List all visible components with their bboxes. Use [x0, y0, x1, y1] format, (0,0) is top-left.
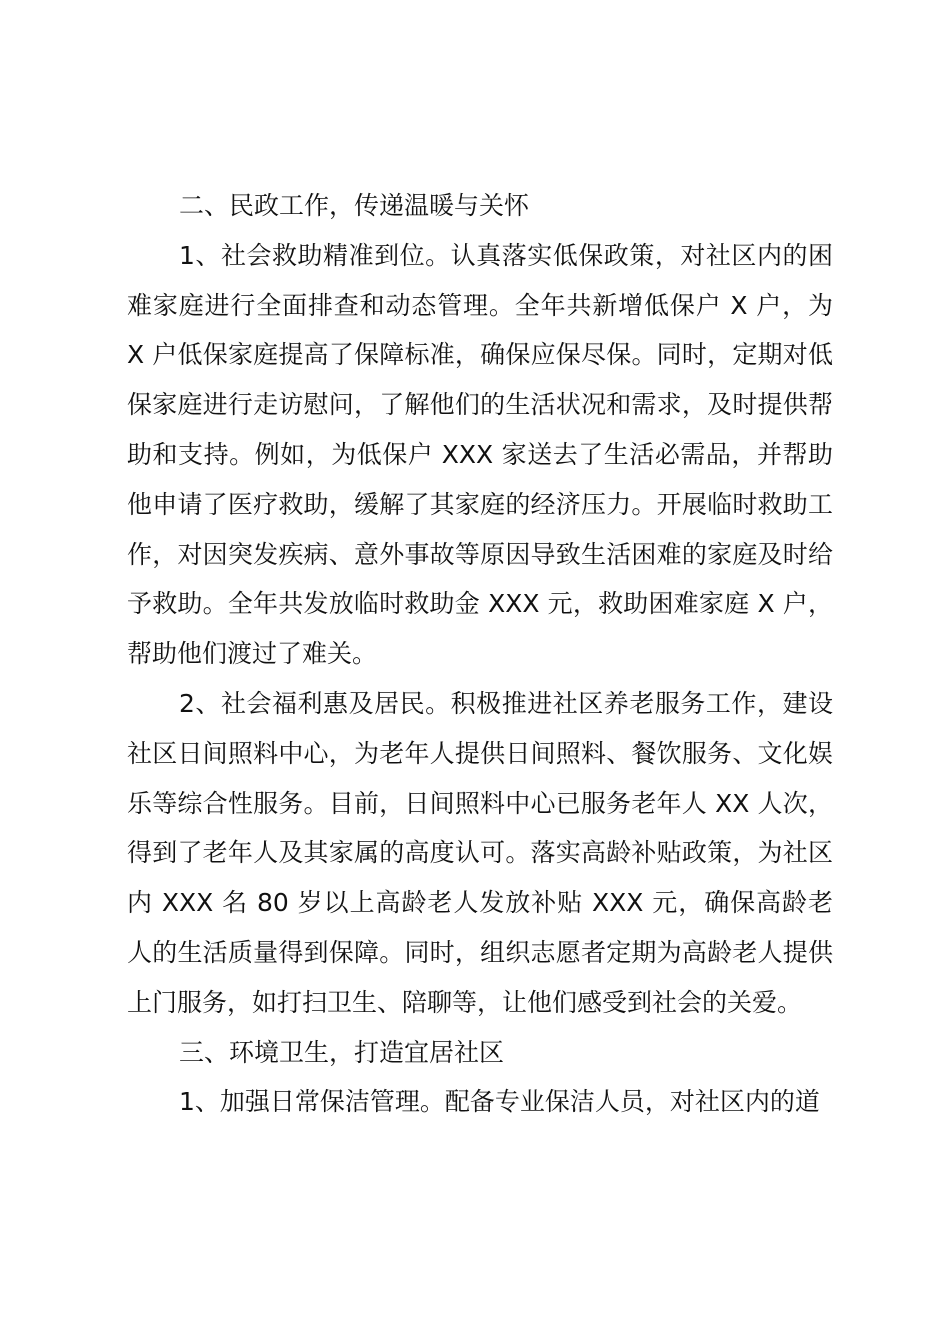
section-heading-environment: 三、环境卫生，打造宜居社区 [179, 1037, 505, 1067]
paragraph-social-welfare: 2、社会福利惠及居民。积极推进社区养老服务工作，建设社区日间照料中心，为老年人提供日间照料、餐饮服务、文化娱乐等综合性服务。目前，日间照料中心已服务老年人 XX 人次，得到了老年人及其家属的高度认可。落实高龄补贴政策，为社区内 XXX 名 80 岁以上高龄老人发放补贴 XXX 元，确保高龄老人的生活质量得到保障。同时，组织志愿者定期为高龄老人提供上门服务，如打扫卫生、陪聊等，让他们感受到社会的关爱。 [127, 688, 833, 1017]
section-heading-civil-affairs: 二、民政工作，传递温暖与关怀 [179, 191, 530, 220]
document-body [127, 181, 833, 1127]
paragraph-cleaning-management: 1、加强日常保洁管理。配备专业保洁人员，对社区内的道 [179, 1087, 820, 1117]
paragraph-social-assistance: 1、社会救助精准到位。认真落实低保政策，对社区内的困难家庭进行全面排查和动态管理。全年共新增低保户 X 户，为 X 户低保家庭提高了保障标准，确保应保尽保。同时，定期对低保家庭进行走访慰问，了解他们的生活状况和需求，及时提供帮助和支持。例如，为低保户 XXX 家送去了生活必需品，并帮助他申请了医疗救助，缓解了其家庭的经济压力。开展临时救助工作，对因突发疾病、意外事故等原因导致生活困难的家庭及时给予救助。全年共发放临时救助金 XXX 元，救助困难家庭 X 户，帮助他们渡过了难关。 [127, 240, 833, 669]
